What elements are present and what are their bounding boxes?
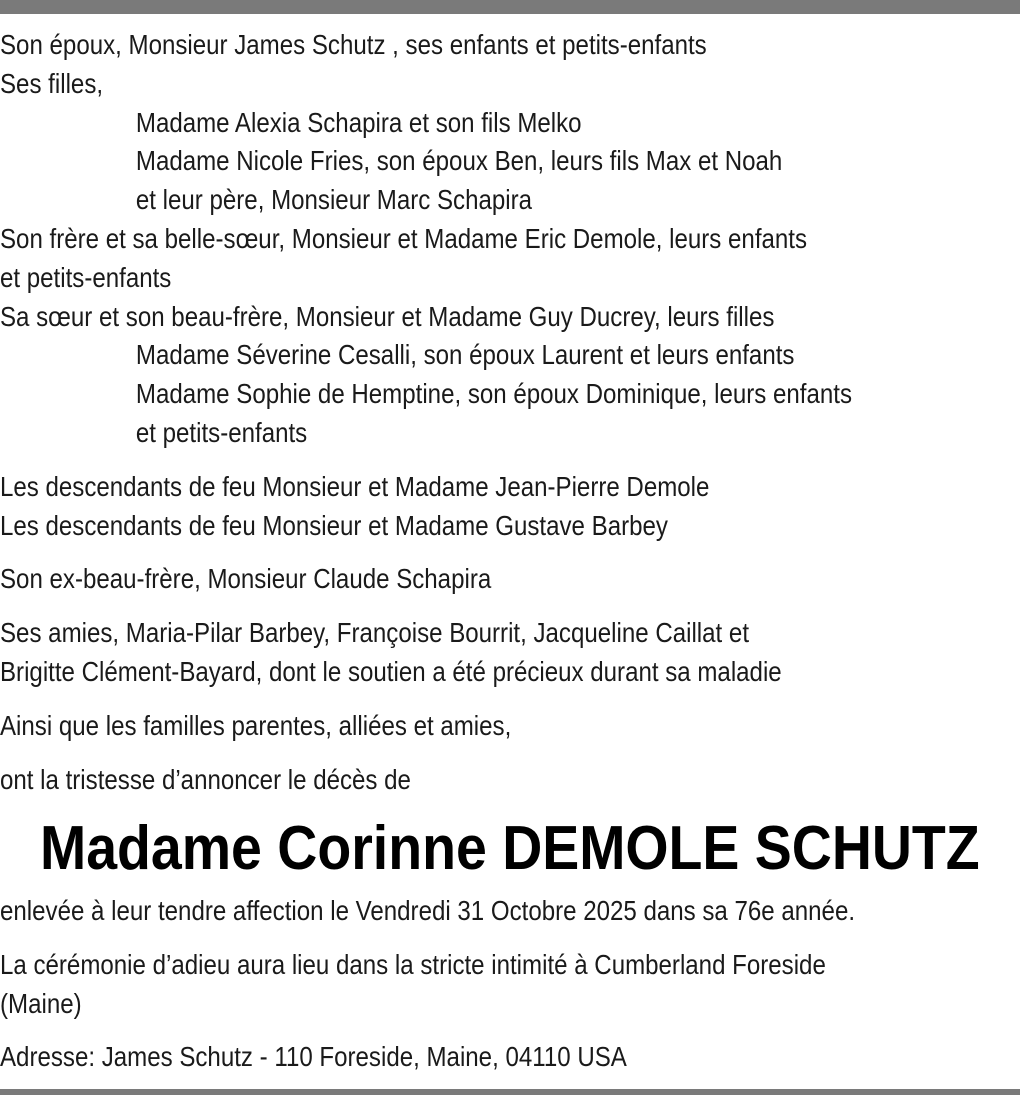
- spacer: [0, 453, 877, 468]
- descendants-line: Les descendants de feu Monsieur et Madame Jean-Pierre Demole: [0, 470, 710, 502]
- death-line: enlevée à leur tendre affection le Vendredi 31 Octobre 2025 dans sa 76e année.: [0, 895, 856, 926]
- families-line: Ainsi que les familles parentes, alliées et amies,: [0, 709, 512, 741]
- ex-brother-in-law-line: Son ex-beau-frère, Monsieur Claude Schapira: [0, 563, 492, 595]
- friends-line: Ses amies, Maria-Pilar Barbey, Françoise Bourrit, Jacqueline Caillat et: [0, 617, 750, 649]
- family-line: et petits-enfants: [0, 261, 172, 293]
- obituary-notice: [0, 26, 877, 799]
- family-line: Sa sœur et son beau-frère, Monsieur et Madame Guy Ducrey, leurs filles: [0, 300, 775, 332]
- family-line: Madame Nicole Fries, son époux Ben, leurs fils Max et Noah: [135, 145, 783, 177]
- ceremony-line: La cérémonie d’adieu aura lieu dans la stricte intimité à Cumberland Foreside: [0, 948, 826, 980]
- spacer: [0, 692, 877, 707]
- family-line: Ses filles,: [0, 67, 104, 99]
- obituary-details: [0, 892, 877, 1077]
- announcement-line: ont la tristesse d’annoncer le décès de: [0, 763, 411, 795]
- family-line: et leur père, Monsieur Marc Schapira: [135, 184, 533, 216]
- family-line: Madame Alexia Schapira et son fils Melko: [135, 106, 582, 138]
- spacer: [0, 545, 877, 560]
- family-line: Son époux, Monsieur James Schutz , ses enfants et petits-enfants: [0, 29, 707, 60]
- bottom-rule: [0, 1089, 1020, 1095]
- family-line: et petits-enfants: [135, 416, 308, 448]
- spacer: [0, 599, 877, 614]
- top-rule: [0, 0, 1020, 14]
- spacer: [0, 931, 877, 946]
- family-line: Madame Sophie de Hemptine, son époux Dominique, leurs enfants: [135, 378, 853, 410]
- spacer: [0, 1023, 877, 1038]
- friends-line: Brigitte Clément-Bayard, dont le soutien a été précieux durant sa maladie: [0, 655, 782, 687]
- ceremony-line: (Maine): [0, 987, 82, 1019]
- deceased-name: Madame Corinne DEMOLE SCHUTZ: [40, 814, 980, 883]
- deceased-name-block: [0, 800, 1020, 900]
- family-line: Son frère et sa belle-sœur, Monsieur et Madame Eric Demole, leurs enfants: [0, 222, 808, 254]
- spacer: [0, 746, 877, 761]
- family-line: Madame Séverine Cesalli, son époux Laurent et leurs enfants: [135, 339, 795, 371]
- address-line: Adresse: James Schutz - 110 Foreside, Maine, 04110 USA: [0, 1041, 627, 1073]
- descendants-line: Les descendants de feu Monsieur et Madame Gustave Barbey: [0, 509, 668, 541]
